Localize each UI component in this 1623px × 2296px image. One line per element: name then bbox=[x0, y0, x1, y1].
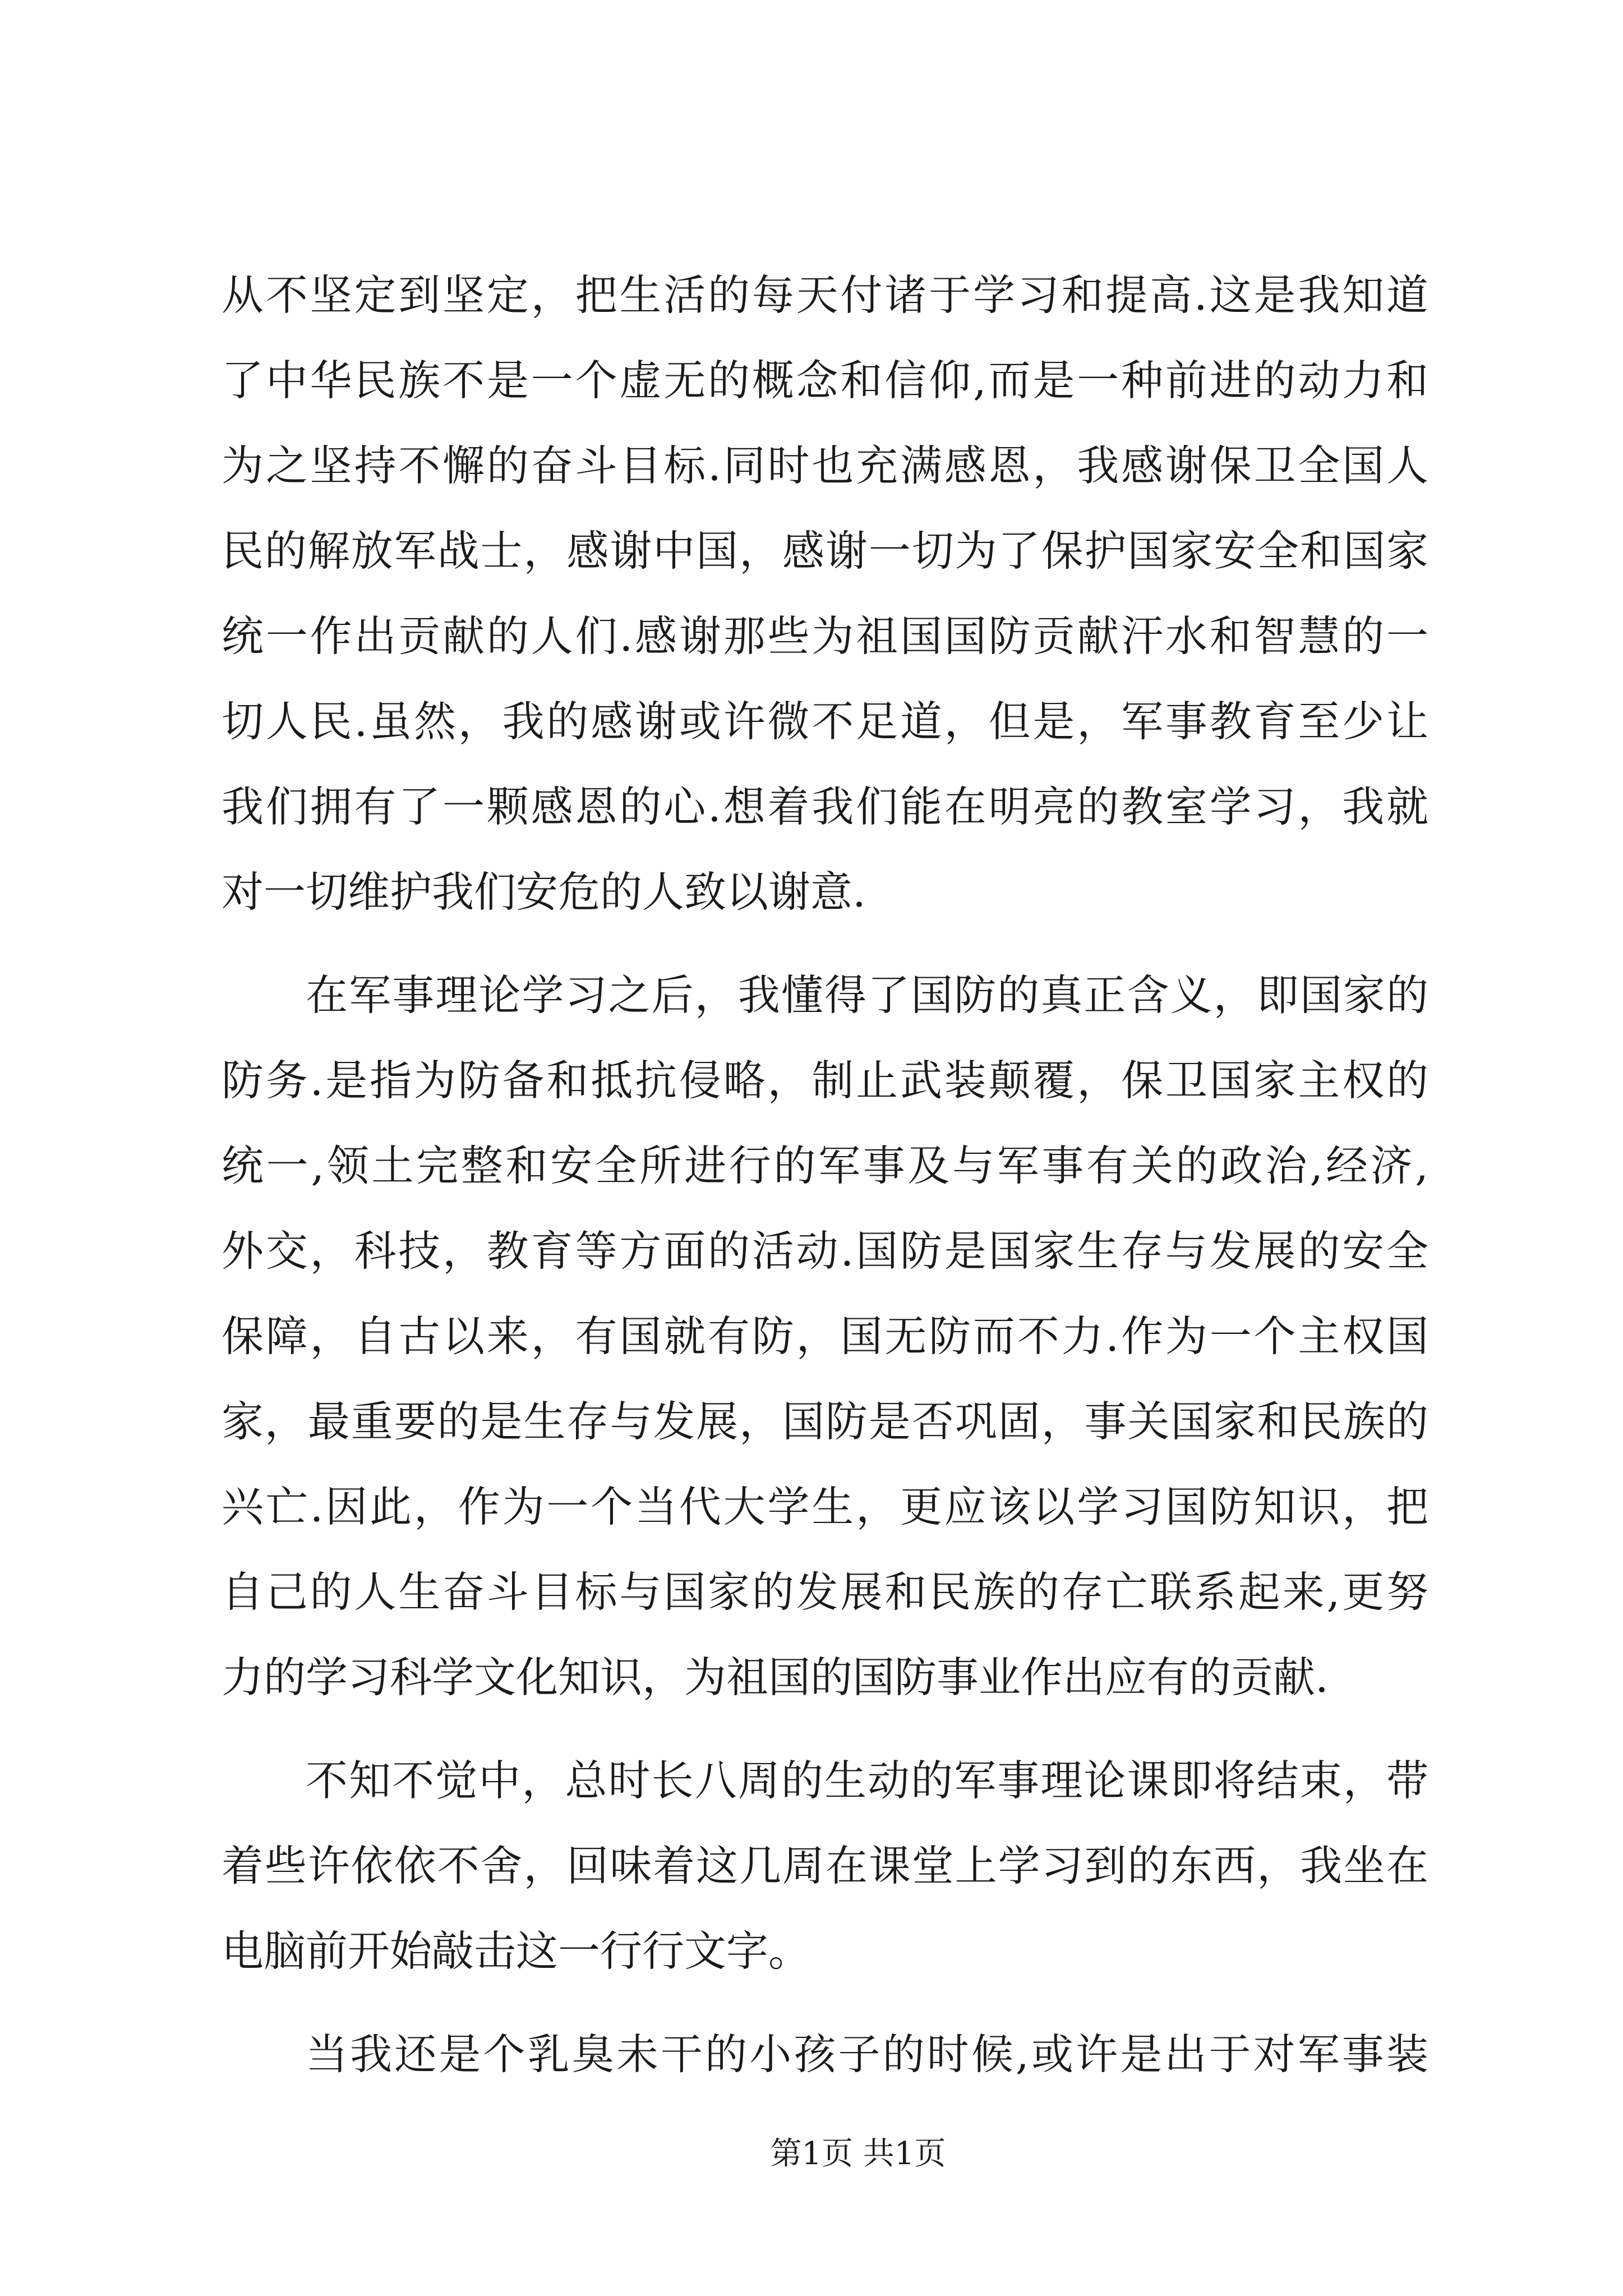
paragraph bbox=[222, 2012, 1428, 2097]
paragraph bbox=[222, 1738, 1428, 1994]
text-line: 不知不觉中，总时长八周的生动的军事理论课即将结束，带 bbox=[306, 1756, 1428, 1805]
paragraph bbox=[222, 953, 1428, 1720]
text-line: 外交，科技，教育等方面的活动.国防是国家生存与发展的安全 bbox=[222, 1226, 1428, 1276]
text-line: 着些许依依不舍，回味着这几周在课堂上学习到的东西，我坐在 bbox=[222, 1841, 1428, 1890]
text-line: 在军事理论学习之后，我懂得了国防的真正含义，即国家的 bbox=[306, 970, 1428, 1020]
text-line: 力的学习科学文化知识，为祖国的国防事业作出应有的贡献. bbox=[222, 1653, 1329, 1702]
text-line: 防务.是指为防备和抵抗侵略，制止武装颠覆，保卫国家主权的 bbox=[222, 1056, 1428, 1105]
text-line: 切人民.虽然，我的感谢或许微不足道，但是，军事教育至少让 bbox=[222, 697, 1428, 746]
text-line: 当我还是个乳臭未干的小孩子的时候,或许是出于对军事装 bbox=[306, 2030, 1428, 2079]
text-line: 电脑前开始敲击这一行行文字。 bbox=[222, 1926, 811, 1976]
text-line: 我们拥有了一颗感恩的心.想着我们能在明亮的教室学习，我就 bbox=[222, 782, 1428, 831]
document-body bbox=[222, 252, 1428, 2097]
text-line: 了中华民族不是一个虚无的概念和信仰,而是一种前进的动力和 bbox=[222, 356, 1428, 405]
text-line: 保障，自古以来，有国就有防，国无防而不力.作为一个主权国 bbox=[222, 1312, 1428, 1361]
paragraph bbox=[222, 252, 1428, 935]
text-line: 家，最重要的是生存与发展，国防是否巩固，事关国家和民族的 bbox=[222, 1397, 1428, 1446]
text-line: 为之坚持不懈的奋斗目标.同时也充满感恩，我感谢保卫全国人 bbox=[222, 441, 1428, 490]
text-line: 民的解放军战士，感谢中国，感谢一切为了保护国家安全和国家 bbox=[222, 526, 1428, 576]
text-line: 兴亡.因此，作为一个当代大学生，更应该以学习国防知识，把 bbox=[222, 1482, 1428, 1531]
text-line: 对一切维护我们安危的人致以谢意. bbox=[222, 867, 866, 917]
text-line: 从不坚定到坚定，把生活的每天付诸于学习和提高.这是我知道 bbox=[222, 270, 1428, 320]
text-line: 统一作出贡献的人们.感谢那些为祖国国防贡献汗水和智慧的一 bbox=[222, 611, 1428, 661]
page-footer: 第1页 共1页 bbox=[770, 2136, 946, 2172]
text-line: 自己的人生奋斗目标与国家的发展和民族的存亡联系起来,更努 bbox=[222, 1567, 1428, 1617]
text-line: 统一,领土完整和安全所进行的军事及与军事有关的政治,经济, bbox=[222, 1141, 1428, 1190]
